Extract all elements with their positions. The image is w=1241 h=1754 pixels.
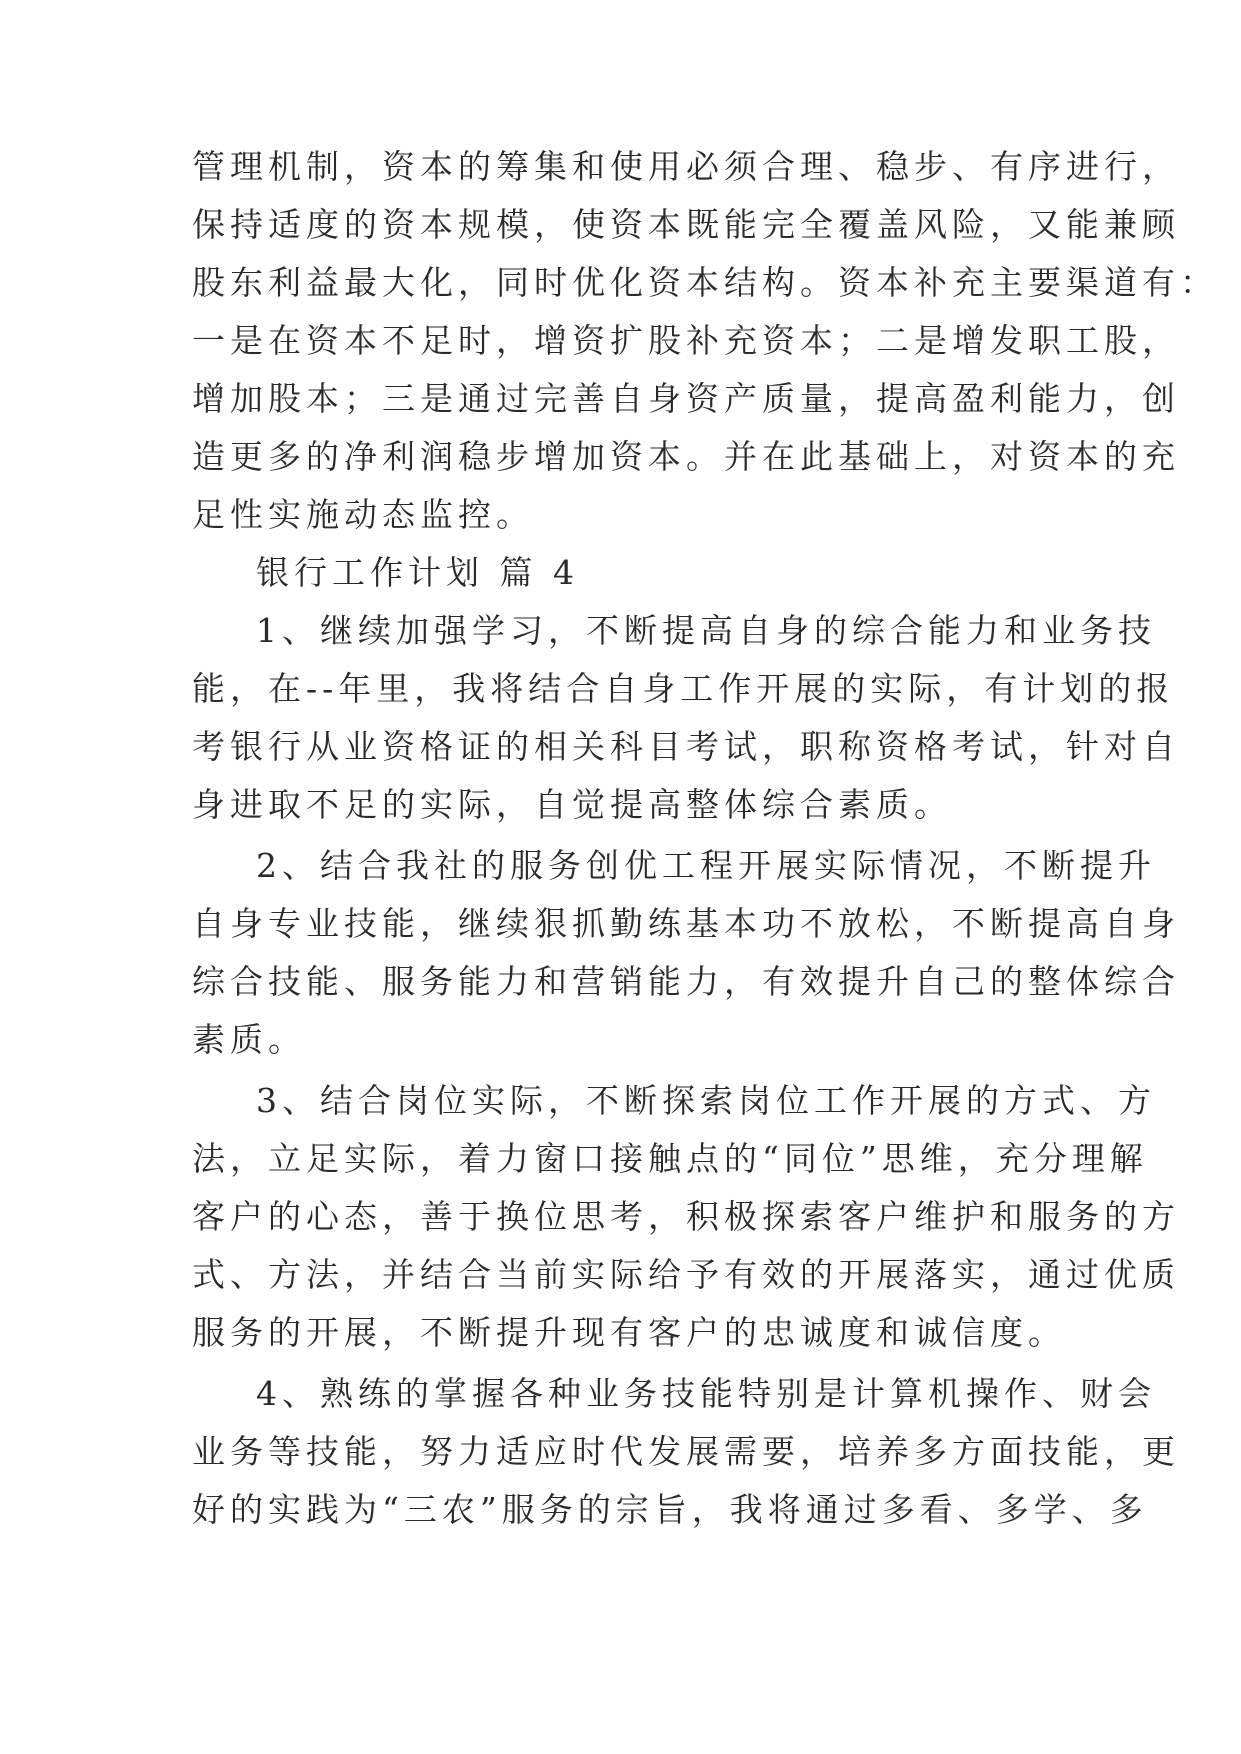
text-line: 业务等技能，努力适应时代发展需要，培养多方面技能，更 bbox=[192, 1432, 1180, 1471]
text-line: 客户的心态，善于换位思考，积极探索客户维护和服务的方 bbox=[192, 1197, 1180, 1236]
text-line: 式、方法，并结合当前实际给予有效的开展落实，通过优质 bbox=[192, 1255, 1180, 1294]
text-line: 管理机制，资本的筹集和使用必须合理、稳步、有序进行， bbox=[192, 147, 1180, 186]
text-line: 造更多的净利润稳步增加资本。并在此基础上，对资本的充 bbox=[192, 437, 1180, 476]
text-line: 服务的开展，不断提升现有客户的忠诚度和诚信度。 bbox=[192, 1313, 1066, 1352]
text-line: 4、熟练的掌握各种业务技能特别是计算机操作、财会 bbox=[256, 1374, 1156, 1413]
text-line: 好的实践为“三农”服务的宗旨，我将通过多看、多学、多 bbox=[192, 1490, 1148, 1529]
text-line: 增加股本；三是通过完善自身资产质量，提高盈利能力，创 bbox=[192, 379, 1180, 418]
text-line: 一是在资本不足时，增资扩股补充资本；二是增发职工股， bbox=[192, 321, 1180, 360]
text-line: 3、结合岗位实际，不断探索岗位工作开展的方式、方 bbox=[256, 1081, 1156, 1120]
text-line: 1、继续加强学习，不断提高自身的综合能力和业务技 bbox=[256, 611, 1156, 650]
text-line: 身进取不足的实际，自觉提高整体综合素质。 bbox=[192, 785, 952, 824]
text-line: 素质。 bbox=[192, 1020, 306, 1059]
text-line: 考银行从业资格证的相关科目考试，职称资格考试，针对自 bbox=[192, 727, 1180, 766]
text-line: 法，立足实际，着力窗口接触点的“同位”思维，充分理解 bbox=[192, 1139, 1148, 1178]
text-line: 2、结合我社的服务创优工程开展实际情况，不断提升 bbox=[256, 846, 1156, 885]
text-line: 保持适度的资本规模，使资本既能完全覆盖风险，又能兼顾 bbox=[192, 205, 1180, 244]
section-heading: 银行工作计划 篇 4 bbox=[256, 553, 579, 592]
text-line: 综合技能、服务能力和营销能力，有效提升自己的整体综合 bbox=[192, 962, 1180, 1001]
text-line: 能，在--年里，我将结合自身工作开展的实际，有计划的报 bbox=[192, 669, 1175, 708]
text-line: 自身专业技能，继续狠抓勤练基本功不放松，不断提高自身 bbox=[192, 904, 1180, 943]
text-line: 足性实施动态监控。 bbox=[192, 495, 534, 534]
text-line: 股东利益最大化，同时优化资本结构。资本补充主要渠道有： bbox=[192, 263, 1218, 302]
